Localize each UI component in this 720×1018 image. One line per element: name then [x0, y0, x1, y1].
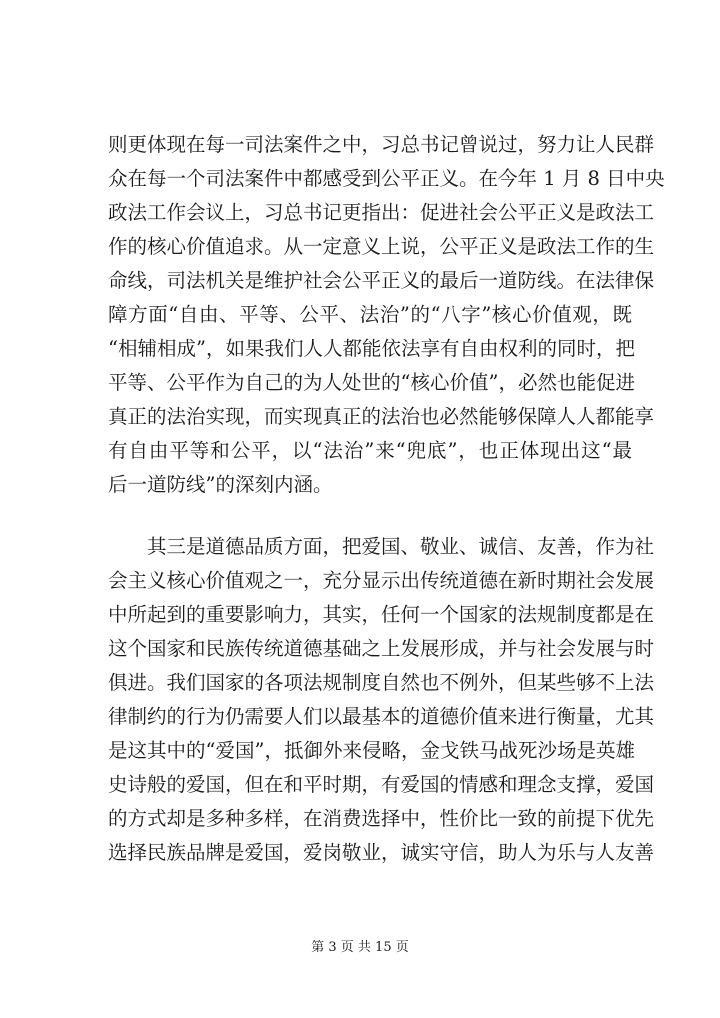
- page-number-footer: 第 3 页 共 15 页: [311, 940, 409, 955]
- paragraph-1-line: 政法工作会议上，习总书记更指出：促进社会公平正义是政法工: [108, 201, 655, 224]
- paragraph-1-line: 平等、公平作为自己的为人处世的“核心价值”，必然也能促进: [108, 371, 635, 394]
- paragraph-1-line: 障方面“自由、平等、公平、法治”的“八字”核心价值观，既: [108, 303, 632, 326]
- paragraph-2-line: 史诗般的爱国，但在和平时期，有爱国的情感和理念支撑，爱国: [108, 773, 655, 796]
- paragraph-2-line: 律制约的行为仍需要人们以最基本的道德价值来进行衡量，尤其: [108, 705, 655, 728]
- paragraph-1-line: “相辅相成”，如果我们人人都能依法享有自由权利的同时，把: [108, 337, 635, 360]
- paragraph-2-line: 这个国家和民族传统道德基础之上发展形成，并与社会发展与时: [108, 637, 655, 660]
- paragraph-1-line: 众在每一个司法案件中都感受到公平正义。在今年 1 月 8 日中央: [108, 167, 665, 190]
- paragraph-2-line: 会主义核心价值观之一，充分显示出传统道德在新时期社会发展: [108, 569, 655, 592]
- paragraph-2-line: 是这其中的“爱国”，抵御外来侵略，金戈铁马战死沙场是英雄: [108, 739, 635, 762]
- paragraph-1-line: 则更体现在每一司法案件之中，习总书记曾说过，努力让人民群: [108, 133, 655, 156]
- paragraph-1-line: 真正的法治实现，而实现真正的法治也必然能够保障人人都能享: [108, 405, 655, 428]
- paragraph-2-line: 其三是道德品质方面，把爱国、敬业、诚信、友善，作为社: [147, 535, 655, 558]
- paragraph-2-line: 选择民族品牌是爱国，爱岗敬业，诚实守信，助人为乐与人友善: [108, 841, 655, 864]
- paragraph-2-line: 中所起到的重要影响力，其实，任何一个国家的法规制度都是在: [108, 603, 655, 626]
- paragraph-1-line: 有自由平等和公平，以“法治”来“兜底”，也正体现出这“最: [108, 439, 632, 462]
- paragraph-2-line: 俱进。我们国家的各项法规制度自然也不例外，但某些够不上法: [108, 671, 655, 694]
- paragraph-2-line: 的方式却是多种多样，在消费选择中，性价比一致的前提下优先: [108, 807, 655, 830]
- paragraph-1-line: 作的核心价值追求。从一定意义上说，公平正义是政法工作的生: [108, 235, 655, 258]
- paragraph-1-line: 命线，司法机关是维护社会公平正义的最后一道防线。在法律保: [108, 269, 655, 292]
- paragraph-1-line: 后一道防线”的深刻内涵。: [108, 473, 333, 496]
